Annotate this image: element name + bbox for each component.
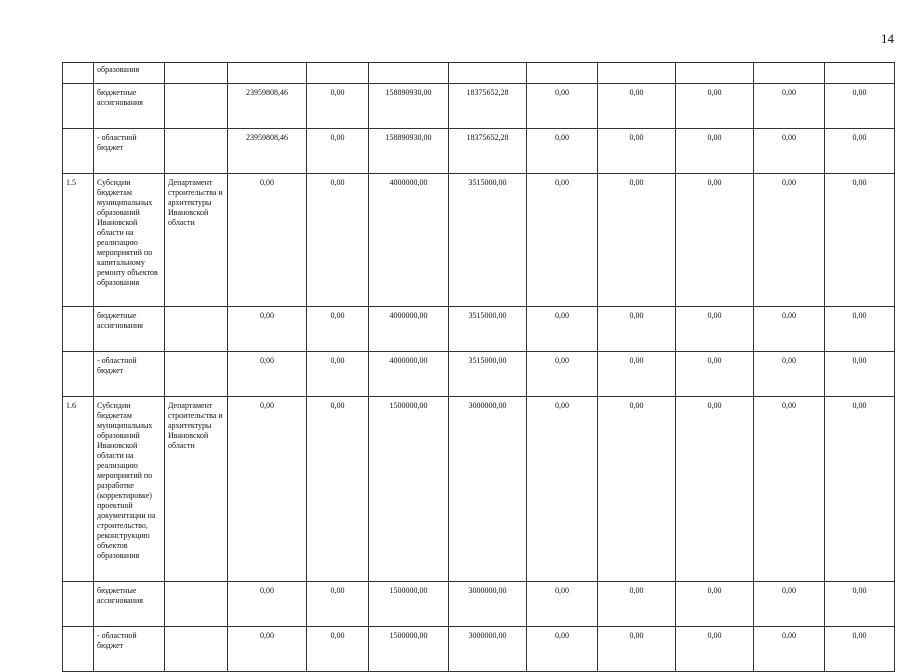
amount-cell: 0,00: [598, 129, 676, 174]
item-name-cell: Субсидии бюджетам муниципальных образований Ивановской области на реализацию мероприятий по капитальному ремонту объектов образования: [94, 174, 165, 307]
amount-cell: [598, 63, 676, 84]
amount-cell: 0,00: [825, 352, 895, 397]
amount-cell: 0,00: [754, 397, 825, 582]
amount-cell: 0,00: [527, 397, 598, 582]
amount-cell: 0,00: [676, 129, 754, 174]
amount-cell: [527, 63, 598, 84]
amount-cell: 0,00: [307, 174, 369, 307]
item-name-cell: бюджетные ассигнования: [94, 307, 165, 352]
table-row: [63, 174, 895, 307]
amount-cell: 3000000,00: [449, 582, 527, 627]
table-row: [63, 84, 895, 129]
item-name-cell: бюджетные ассигнования: [94, 84, 165, 129]
amount-cell: 158890930,00: [369, 129, 449, 174]
executor-cell: [165, 352, 228, 397]
amount-cell: 0,00: [228, 582, 307, 627]
amount-cell: 0,00: [676, 352, 754, 397]
amount-cell: 0,00: [527, 174, 598, 307]
amount-cell: 0,00: [676, 397, 754, 582]
row-number-cell: [63, 129, 94, 174]
amount-cell: 0,00: [754, 627, 825, 672]
table-row: [63, 582, 895, 627]
amount-cell: 0,00: [228, 307, 307, 352]
executor-cell: [165, 582, 228, 627]
amount-cell: 0,00: [228, 352, 307, 397]
executor-cell: Департамент строительства и архитектуры Ивановской области: [165, 397, 228, 582]
amount-cell: 0,00: [307, 627, 369, 672]
amount-cell: 23959808,46: [228, 129, 307, 174]
amount-cell: 1500000,00: [369, 582, 449, 627]
amount-cell: 3000000,00: [449, 627, 527, 672]
amount-cell: [449, 63, 527, 84]
budget-table-body: [63, 63, 895, 672]
amount-cell: 0,00: [676, 84, 754, 129]
amount-cell: 3515000,00: [449, 307, 527, 352]
amount-cell: 0,00: [598, 352, 676, 397]
amount-cell: 158890930,00: [369, 84, 449, 129]
amount-cell: 0,00: [307, 582, 369, 627]
row-number-cell: [63, 627, 94, 672]
amount-cell: 0,00: [527, 352, 598, 397]
amount-cell: 0,00: [676, 627, 754, 672]
amount-cell: 0,00: [825, 129, 895, 174]
amount-cell: 3000000,00: [449, 397, 527, 582]
amount-cell: 0,00: [527, 84, 598, 129]
amount-cell: 0,00: [754, 352, 825, 397]
amount-cell: 0,00: [676, 174, 754, 307]
table-row: [63, 63, 895, 84]
amount-cell: 4000000,00: [369, 307, 449, 352]
amount-cell: 3515000,00: [449, 174, 527, 307]
amount-cell: 0,00: [228, 174, 307, 307]
amount-cell: 3515000,00: [449, 352, 527, 397]
amount-cell: [676, 63, 754, 84]
amount-cell: 0,00: [825, 582, 895, 627]
amount-cell: 0,00: [527, 582, 598, 627]
amount-cell: 0,00: [825, 307, 895, 352]
amount-cell: 0,00: [676, 582, 754, 627]
amount-cell: 0,00: [825, 174, 895, 307]
row-number-cell: [63, 352, 94, 397]
amount-cell: 0,00: [598, 84, 676, 129]
amount-cell: 18375652,28: [449, 129, 527, 174]
amount-cell: [754, 63, 825, 84]
amount-cell: 0,00: [527, 307, 598, 352]
amount-cell: 23959808,46: [228, 84, 307, 129]
amount-cell: 0,00: [598, 307, 676, 352]
amount-cell: 0,00: [754, 84, 825, 129]
budget-table: [62, 62, 895, 672]
amount-cell: 4000000,00: [369, 174, 449, 307]
amount-cell: 0,00: [598, 582, 676, 627]
amount-cell: 0,00: [825, 397, 895, 582]
item-name-cell: - областной бюджет: [94, 627, 165, 672]
amount-cell: [307, 63, 369, 84]
amount-cell: 1500000,00: [369, 397, 449, 582]
row-number-cell: 1.6: [63, 397, 94, 582]
amount-cell: 0,00: [754, 582, 825, 627]
item-name-cell: образования: [94, 63, 165, 84]
executor-cell: Департамент строительства и архитектуры Ивановской области: [165, 174, 228, 307]
amount-cell: 4000000,00: [369, 352, 449, 397]
amount-cell: 18375652,28: [449, 84, 527, 129]
amount-cell: [228, 63, 307, 84]
row-number-cell: [63, 84, 94, 129]
amount-cell: [825, 63, 895, 84]
amount-cell: 0,00: [228, 627, 307, 672]
amount-cell: 0,00: [228, 397, 307, 582]
amount-cell: 0,00: [307, 397, 369, 582]
amount-cell: 0,00: [825, 84, 895, 129]
executor-cell: [165, 84, 228, 129]
table-row: [63, 627, 895, 672]
amount-cell: 1500000,00: [369, 627, 449, 672]
amount-cell: 0,00: [307, 129, 369, 174]
item-name-cell: бюджетные ассигнования: [94, 582, 165, 627]
page-number: 14: [881, 31, 894, 46]
row-number-cell: [63, 582, 94, 627]
row-number-cell: [63, 307, 94, 352]
amount-cell: 0,00: [754, 129, 825, 174]
table-row: [63, 129, 895, 174]
row-number-cell: 1.5: [63, 174, 94, 307]
table-row: [63, 307, 895, 352]
amount-cell: 0,00: [825, 627, 895, 672]
amount-cell: 0,00: [676, 307, 754, 352]
table-row: [63, 397, 895, 582]
amount-cell: 0,00: [307, 307, 369, 352]
item-name-cell: - областной бюджет: [94, 129, 165, 174]
amount-cell: 0,00: [754, 174, 825, 307]
amount-cell: [369, 63, 449, 84]
amount-cell: 0,00: [527, 627, 598, 672]
amount-cell: 0,00: [598, 627, 676, 672]
amount-cell: 0,00: [307, 84, 369, 129]
amount-cell: 0,00: [598, 174, 676, 307]
executor-cell: [165, 307, 228, 352]
executor-cell: [165, 63, 228, 84]
row-number-cell: [63, 63, 94, 84]
amount-cell: 0,00: [598, 397, 676, 582]
table-row: [63, 352, 895, 397]
item-name-cell: Субсидии бюджетам муниципальных образований Ивановской области на реализацию мероприятий по разработке (корректировке) проектной документации на строительство, реконструкцию объектов образования: [94, 397, 165, 582]
amount-cell: 0,00: [754, 307, 825, 352]
amount-cell: 0,00: [307, 352, 369, 397]
item-name-cell: - областной бюджет: [94, 352, 165, 397]
amount-cell: 0,00: [527, 129, 598, 174]
executor-cell: [165, 129, 228, 174]
executor-cell: [165, 627, 228, 672]
